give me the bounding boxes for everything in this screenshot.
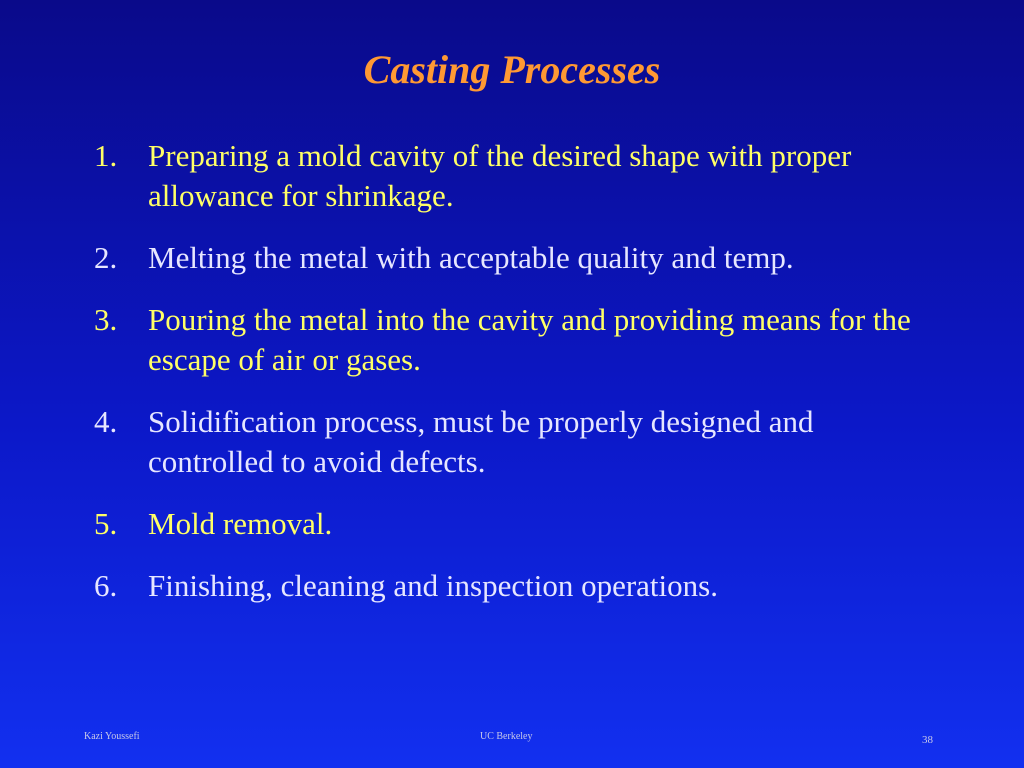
step-text: Finishing, cleaning and inspection operations.	[148, 568, 718, 603]
step-text: Melting the metal with acceptable quality and temp.	[148, 240, 794, 275]
step-text: Mold removal.	[148, 506, 333, 541]
list-item	[94, 566, 954, 606]
list-item	[94, 300, 954, 380]
step-text: Solidification process, must be properly designed and controlled to avoid defects.	[148, 404, 814, 479]
list-item	[94, 136, 954, 216]
steps-list	[94, 136, 954, 628]
slide-title: Casting Processes	[363, 47, 661, 92]
footer-institution: UC Berkeley	[480, 731, 533, 742]
footer-author: Kazi Youssefi	[84, 731, 140, 742]
step-number: 5.	[94, 506, 118, 541]
list-item	[94, 402, 954, 482]
step-number: 6.	[94, 568, 118, 603]
slide-number: 38	[922, 734, 933, 746]
list-item	[94, 238, 954, 278]
step-number: 2.	[94, 240, 118, 275]
step-text: Preparing a mold cavity of the desired shape with proper allowance for shrinkage.	[148, 138, 852, 213]
step-number: 4.	[94, 404, 118, 439]
step-text: Pouring the metal into the cavity and providing means for the escape of air or gases.	[148, 302, 911, 377]
step-number: 3.	[94, 302, 118, 337]
step-number: 1.	[94, 138, 118, 173]
list-item	[94, 504, 954, 544]
